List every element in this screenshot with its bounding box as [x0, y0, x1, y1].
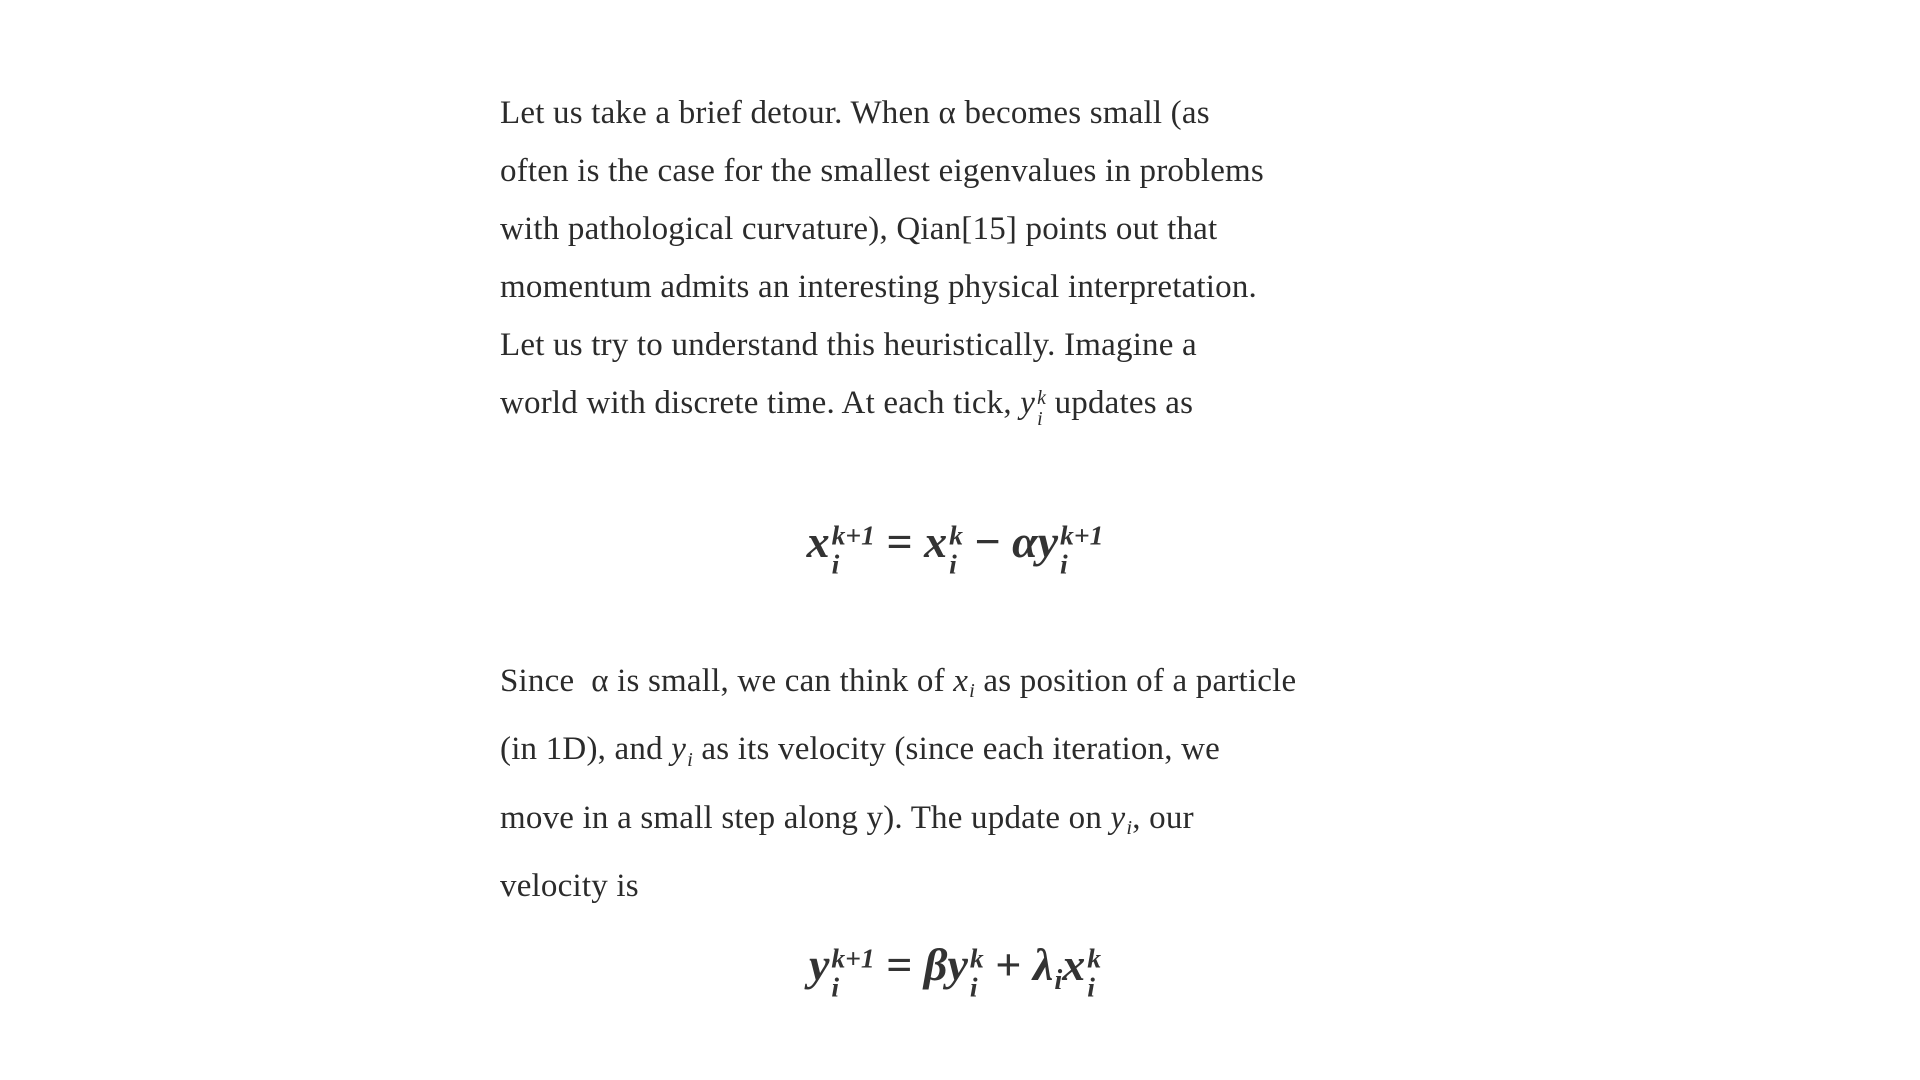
text-run: velocity is: [500, 868, 639, 905]
paragraph-1: [500, 84, 1480, 439]
equation-2: [500, 915, 1480, 1015]
text-run: Since α is small, we can think of: [500, 662, 954, 699]
math-inline: y k i: [947, 939, 984, 1003]
math-scripts: k+1 i: [1060, 519, 1104, 580]
article-content: [500, 84, 1480, 1015]
equation-1: [500, 482, 1480, 602]
text-run: Let us try to understand this heuristically. Imagine a: [500, 327, 1197, 363]
text-run: −: [962, 515, 1013, 567]
text-line: [500, 374, 1480, 439]
text-line: [500, 84, 1480, 142]
math-scripts: k i: [969, 942, 984, 1003]
math-inline: xi: [953, 662, 975, 703]
math-inline: x k i: [924, 515, 963, 580]
text-run: often is the case for the smallest eigenvalues in problems: [500, 153, 1264, 189]
text-line: [500, 720, 1480, 789]
text-run: =: [874, 515, 925, 567]
text-line: [500, 789, 1480, 858]
text-run: as position of a particle: [974, 662, 1297, 699]
math-scripts: k+1 i: [831, 942, 875, 1003]
text-line: [500, 142, 1480, 200]
text-run: world with discrete time. At each tick,: [500, 385, 1021, 421]
text-line: [500, 200, 1480, 258]
math-scripts: k i: [1087, 942, 1102, 1003]
math-inline: yi: [671, 731, 693, 771]
text-run: +: [983, 939, 1033, 991]
text-run: as its velocity (since each iteration, we: [692, 731, 1221, 768]
text-run: momentum admits an interesting physical interpretation.: [500, 269, 1257, 305]
text-line: [500, 316, 1480, 374]
math-inline: y k+1 i: [1037, 515, 1104, 580]
text-run: move in a small step along y). The update on: [500, 799, 1111, 836]
math-inline: λi: [1032, 939, 1063, 997]
math-scripts: k+1 i: [831, 519, 875, 580]
paragraph-2: [500, 652, 1480, 916]
text-run: (in 1D), and: [500, 731, 672, 768]
text-run: , our: [1132, 799, 1194, 836]
text-run: with pathological curvature), Qian[15] points out that: [500, 211, 1218, 247]
math-inline: x k i: [1062, 939, 1102, 1003]
text-line: [500, 258, 1480, 316]
math-inline: y k i: [1020, 385, 1047, 430]
text-run: updates as: [1046, 385, 1194, 421]
text-run: Let us take a brief detour. When α becomes small (as: [500, 95, 1210, 131]
math-inline: yi: [1110, 799, 1133, 840]
text-run: =: [874, 939, 924, 991]
text-line: [500, 857, 1480, 915]
math-scripts: k i: [1037, 387, 1047, 430]
math-inline: x k+1 i: [806, 515, 875, 580]
math-inline: y k+1 i: [808, 939, 875, 1003]
math-scripts: k i: [949, 519, 963, 580]
math-inline: α: [1012, 515, 1038, 567]
text-line: [500, 652, 1480, 721]
math-inline: β: [923, 939, 948, 991]
